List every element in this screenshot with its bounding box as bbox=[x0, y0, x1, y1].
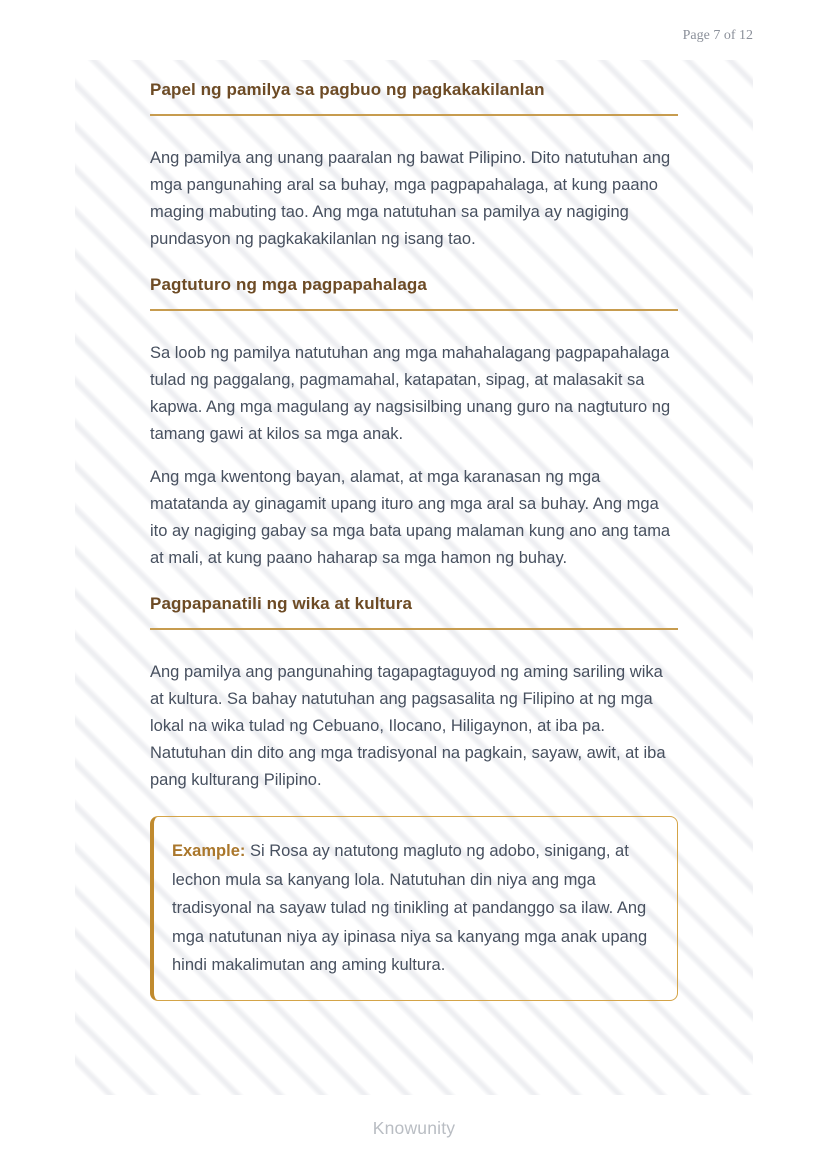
paragraph: Sa loob ng pamilya natutuhan ang mga mahahalagang pagpapahalaga tulad ng paggalang, pagmamahal, katapatan, sipag, at malasakit sa kapwa. Ang mga magulang ay nagsisilbing unang guro na nagtuturo ng tamang gawi at kilos sa mga anak. bbox=[150, 344, 671, 443]
example-paragraph bbox=[172, 837, 655, 980]
paragraph: Ang pamilya ang unang paaralan ng bawat Pilipino. Dito natutuhan ang mga pangunahing aral sa buhay, mga pagpapahalaga, at kung paano maging mabuting tao. Ang mga natutuhan sa pamilya ay nagiging pundasyon ng pagkakakilanlan ng isang tao. bbox=[150, 149, 671, 248]
page-sheet bbox=[75, 60, 753, 1095]
footer-brand: Knowunity bbox=[372, 1118, 456, 1138]
section-language-culture bbox=[150, 594, 678, 794]
example-box bbox=[150, 816, 678, 1001]
example-text: Si Rosa ay natutong magluto ng adobo, sinigang, at lechon mula sa kanyang lola. Natutuhan din niya ang mga tradisyonal na sayaw tulad ng tinikling at pandanggo sa ilaw. Ang mga natutunan niya ay ipinasa niya sa kanyang mga anak upang hindi makalimutan ang aming kultura. bbox=[172, 842, 648, 974]
page-indicator: Page 7 of 12 bbox=[682, 28, 753, 43]
section-heading: Pagtuturo ng mga pagpapahalaga bbox=[150, 275, 678, 311]
section-values-teaching bbox=[150, 275, 678, 572]
paragraph: Ang pamilya ang pangunahing tagapagtaguyod ng aming sariling wika at kultura. Sa bahay natutuhan ang pagsasalita ng Filipino at ng mga lokal na wika tulad ng Cebuano, Ilocano, Hiligaynon, at iba pa. Natutuhan din dito ang mga tradisyonal na pagkain, sayaw, awit, at iba pang kulturang Pilipino. bbox=[150, 663, 666, 789]
section-family-role bbox=[150, 80, 678, 253]
paragraph: Ang mga kwentong bayan, alamat, at mga karanasan ng mga matatanda ay ginagamit upang ituro ang mga aral sa buhay. Ang mga ito ay nagiging gabay sa mga bata upang malaman kung ano ang tama at mali, at kung paano haharap sa mga hamon ng buhay. bbox=[150, 468, 671, 567]
section-heading: Pagpapanatili ng wika at kultura bbox=[150, 594, 678, 630]
example-label: Example: bbox=[172, 842, 246, 860]
section-heading: Papel ng pamilya sa pagbuo ng pagkakakilanlan bbox=[150, 80, 678, 116]
